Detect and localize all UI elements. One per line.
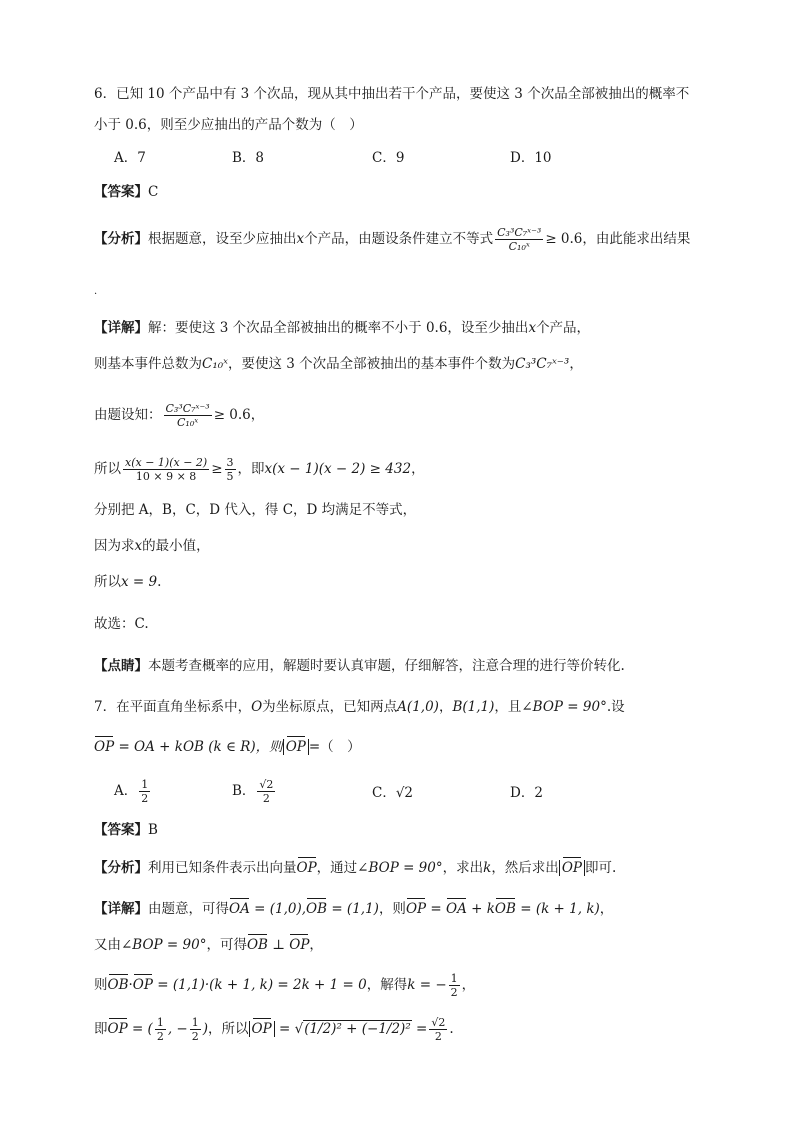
- q6-answer: 【答案】C: [94, 184, 159, 200]
- q7-option-d: D．2: [510, 785, 543, 801]
- q6-analysis-end: .: [94, 286, 98, 297]
- q6-stem-line1: 6．已知 10 个产品中有 3 个次品，现从其中抽出若干个产品，要使这 3 个次品全部被抽出的概率不: [94, 86, 690, 102]
- q6-detail-7: 所以x = 9.: [94, 574, 162, 590]
- detail-tag: 【详解】: [94, 320, 148, 336]
- q6-detail-8: 故选：C.: [94, 616, 149, 632]
- q6-detail-5: 分别把 A，B，C，D 代入，得 C，D 均满足不等式，: [94, 502, 417, 518]
- analysis-tag: 【分析】: [94, 231, 148, 247]
- q6-detail-1: 【详解】解：要使这 3 个次品全部被抽出的概率不小于 0.6，设至少抽出x个产品，: [94, 320, 591, 336]
- detail-tag: 【详解】: [94, 901, 148, 917]
- q6-comment: 【点睛】本题考查概率的应用，解题时要认真审题，仔细解答，注意合理的进行等价转化.: [94, 658, 625, 674]
- q6-analysis: 【分析】根据题意，设至少应抽出x个产品，由题设条件建立不等式 $\frac{\text{C₃³C₇ˣ⁻³}}{\text{C₁₀ˣ}}$ ≥ 0.6，由此能求出结果: [94, 226, 691, 253]
- q6-detail-4: 所以 $\frac{x(x - 1)(x - 2)}{10 \times 9 \times 8}$ ≥ $\frac{3}{5}$ ，即x(x − 1)(x − 2) ≥ 432，: [94, 456, 425, 483]
- q7-detail-3: 则OB·OP = (1,1)·(k + 1, k) = 2k + 1 = 0，解得k = − $\frac{1}{2}$ ，: [94, 972, 476, 999]
- q6-detail-2: 则基本事件总数为C₁₀ˣ，要使这 3 个次品全部被抽出的基本事件个数为C₃³C₇ˣ⁻³，: [94, 356, 583, 372]
- detail-fraction-2: $\frac{x(x - 1)(x - 2)}{10 \times 9 \times 8}$: [125, 456, 208, 483]
- q6-option-c: C．9: [372, 150, 405, 166]
- q7-option-c: C．√2: [372, 785, 414, 801]
- analysis-tag: 【分析】: [94, 860, 148, 876]
- detail-fraction-3: $\frac{3}{5}$: [226, 456, 234, 483]
- comment-tag: 【点睛】: [94, 658, 148, 674]
- q6-option-a: A．7: [114, 150, 146, 166]
- q6-detail-3: 由题设知： $\frac{\text{C₃³C₇ˣ⁻³}}{\text{C₁₀ˣ}}$ ≥ 0.6，: [94, 402, 265, 429]
- q7-detail-2: 又由∠BOP = 90°，可得OB ⊥ OP，: [94, 937, 323, 953]
- q7-detail-4: 即OP = ( $\frac{1}{2}$ , − $\frac{1}{2}$ )，所以 OP = √(1/2)² + (−1/2)² = $\frac{√2}{2}$ .: [94, 1016, 454, 1043]
- q7-detail-1: 【详解】由题意，可得OA = (1,0),OB = (1,1)，则OP = OA + kOB = (k + 1, k)，: [94, 901, 614, 917]
- answer-tag: 【答案】: [94, 822, 148, 838]
- q7-option-b: B． $\frac{√2}{2}$: [232, 778, 274, 805]
- q6-option-d: D．10: [510, 150, 552, 166]
- q6-detail-6: 因为求x的最小值，: [94, 538, 210, 554]
- analysis-fraction: $\frac{\text{C₃³C₇ˣ⁻³}}{\text{C₁₀ˣ}}$: [497, 226, 542, 253]
- q7-stem-line2: OP = OA + kOB (k ∈ R)，则 OP =（ ）: [94, 739, 361, 755]
- q6-stem-line2: 小于 0.6，则至少应抽出的产品个数为（ ）: [94, 117, 363, 133]
- q6-option-b: B．8: [232, 150, 265, 166]
- q7-answer: 【答案】B: [94, 822, 158, 838]
- q7-analysis: 【分析】利用已知条件表示出向量OP，通过∠BOP = 90°，求出k，然后求出 OP 即可.: [94, 860, 617, 876]
- q7-stem-line1: 7．在平面直角坐标系中，O为坐标原点，已知两点A(1,0)，B(1,1)，且∠BOP = 90°.设: [94, 699, 625, 715]
- answer-tag: 【答案】: [94, 184, 148, 200]
- detail-fraction-1: $\frac{\text{C₃³C₇ˣ⁻³}}{\text{C₁₀ˣ}}$: [165, 402, 210, 429]
- q7-option-a: A． $\frac{1}{2}$: [114, 778, 149, 805]
